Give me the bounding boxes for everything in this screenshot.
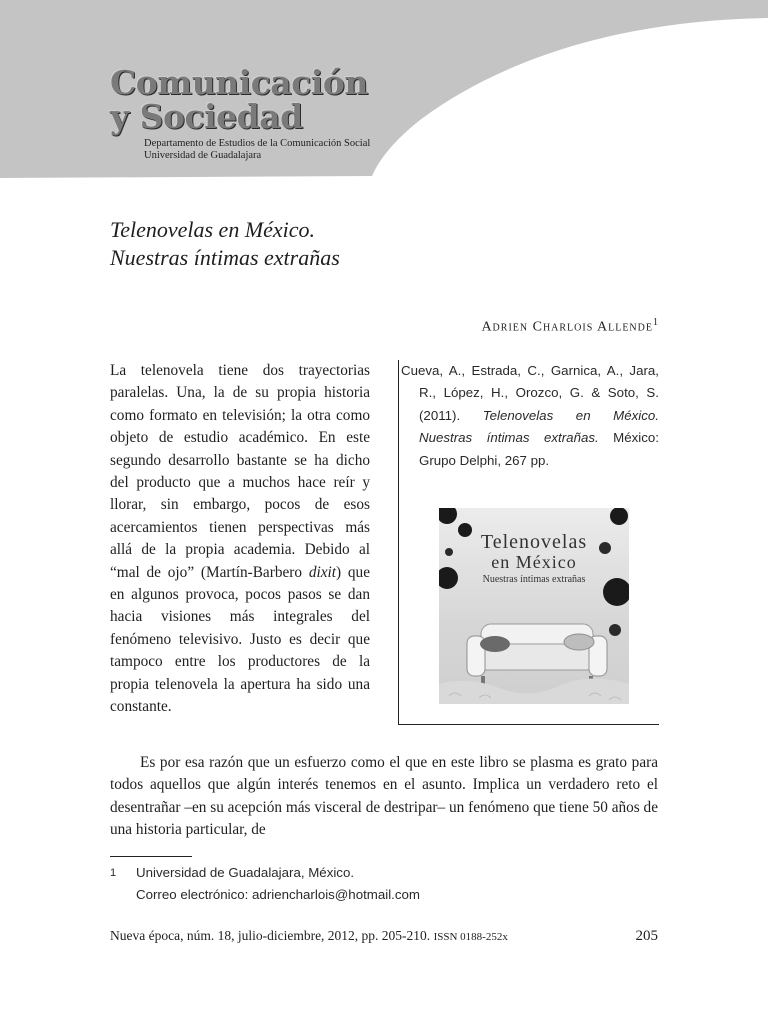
book-citation bbox=[401, 360, 659, 472]
footer-citation: Nueva época, núm. 18, julio-diciembre, 2012, pp. 205-210. bbox=[110, 928, 434, 943]
footnote-number: 1 bbox=[110, 867, 117, 879]
footnote-rule bbox=[110, 856, 192, 857]
article-title bbox=[110, 216, 340, 272]
article-title-line1: Telenovelas en México. bbox=[110, 217, 316, 242]
review-box bbox=[398, 360, 659, 725]
page-number: 205 bbox=[635, 928, 658, 944]
article-title-line2: Nuestras íntimas extrañas bbox=[110, 245, 340, 270]
body-paragraph-1: La telenovela tiene dos trayectorias paralelas. Una, la de su propia historia como formato en televisión; la otra como objeto de estudio académico. En este segundo desarrollo bastante se ha dicho del producto que a muchos hace reír y llorar, sin embargo, pocos de esos acercamientos tienen perspectivas más allá de la propia academia. Debido al “mal de ojo” (Martín-Barbero dixit) que en algunos provoca, pocos pasos se dan hacia visiones más integrales del fenómeno televisivo. Justo es decir que tampoco entre los productores de la propia telenovela la apertura ha sido una constante. bbox=[110, 362, 370, 716]
author-byline bbox=[481, 317, 658, 336]
journal-title bbox=[110, 63, 368, 136]
author-footnote-marker: 1 bbox=[653, 317, 658, 328]
body-paragraph-2: Es por esa razón que un esfuerzo como el que en este libro se plasma es grato para todos aquellos que algún interés tenemos en el asunto. Implica un verdadero reto el desentrañar –en su acepción más visceral de destripar– un fenómeno que tiene 50 años de una historia particular, de bbox=[110, 754, 658, 839]
book-cover-image bbox=[439, 508, 629, 704]
footnote-email: Correo electrónico: adriencharlois@hotmail.com bbox=[136, 887, 420, 902]
journal-department: Departamento de Estudios de la Comunicación Social bbox=[144, 138, 371, 149]
author-name: Adrien Charlois Allende bbox=[481, 319, 653, 335]
body-column-full bbox=[110, 752, 658, 842]
journal-title-line2: y Sociedad bbox=[110, 97, 303, 136]
citation-book-title: Telenovelas en México. Nuestras íntimas extrañas. bbox=[419, 407, 659, 446]
footnote-affiliation: Universidad de Guadalajara, México. bbox=[136, 865, 355, 880]
page-footer bbox=[110, 928, 658, 944]
dixit-italic: dixit bbox=[308, 563, 337, 581]
footer-issn: ISSN 0188-252x bbox=[433, 931, 508, 943]
citation-publisher: México: Grupo Delphi, 267 pp. bbox=[419, 430, 659, 468]
cover-subtitle: Nuestras íntimas extrañas bbox=[482, 574, 586, 585]
cover-title-line2: en México bbox=[491, 552, 577, 572]
citation-authors: Cueva, A., Estrada, C., Garnica, A., Jara, R., López, H., Orozco, G. & Soto, S. (2011). bbox=[401, 363, 659, 423]
footnote bbox=[110, 862, 658, 906]
journal-affiliation bbox=[144, 138, 370, 162]
journal-title-line1: Comunicación bbox=[110, 63, 368, 102]
journal-university: Universidad de Guadalajara bbox=[144, 150, 262, 161]
cover-title-line1: Telenovelas bbox=[480, 531, 588, 553]
body-column-left bbox=[110, 360, 370, 719]
